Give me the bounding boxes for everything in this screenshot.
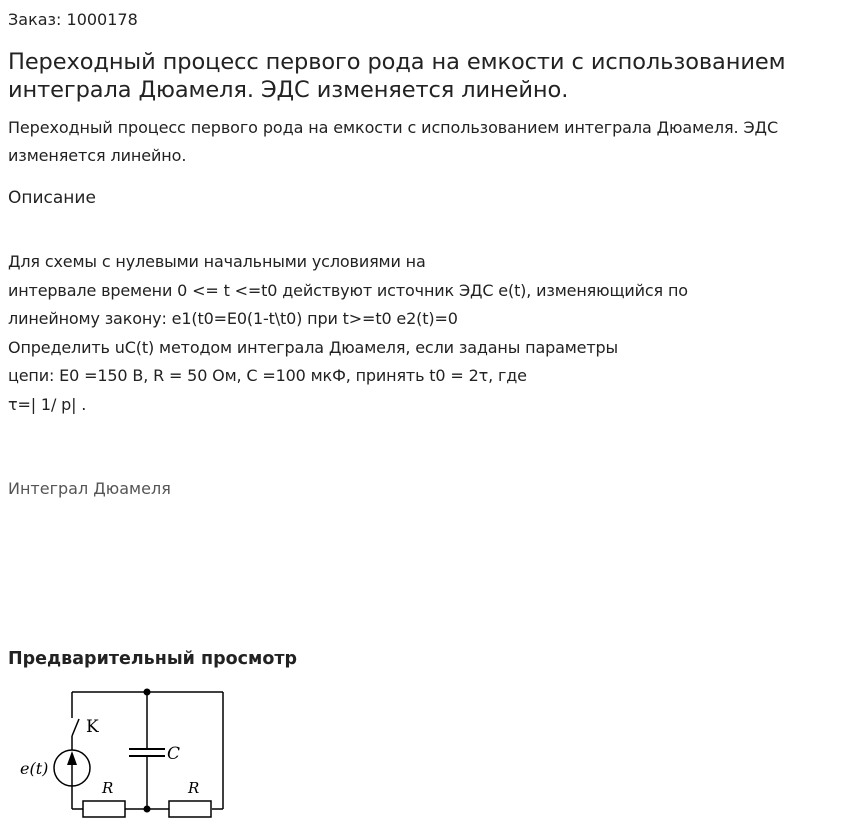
resistor-right — [169, 801, 211, 817]
resistor-right-label: R — [188, 779, 200, 797]
circuit-diagram — [0, 680, 240, 820]
description-line: Определить uC(t) методом интеграла Дюамеля, если заданы параметры — [8, 337, 619, 357]
description-line: линейному закону: e1(t0=E0(1-t\t0) при t>=t0 e2(t)=0 — [8, 309, 458, 328]
order-number: Заказ: 1000178 — [8, 10, 138, 29]
description-line: цепи: E0 =150 В, R = 50 Ом, C =100 мкФ, принять t0 = 2τ, где — [8, 366, 527, 385]
page-title: Переходный процесс первого рода на емкости с использованием интеграла Дюамеля. ЭДС изменяется линейно. — [8, 49, 786, 103]
tag-link[interactable]: Интеграл Дюамеля — [8, 479, 171, 498]
capacitor-label: C — [167, 744, 181, 764]
description-line: интервале времени 0 <= t <=t0 действуют источник ЭДС e(t), изменяющийся по — [8, 280, 688, 300]
node-bottom — [144, 806, 151, 813]
switch-blade — [72, 719, 79, 736]
description-line: τ=| 1/ p| . — [8, 394, 87, 414]
node-top — [144, 689, 151, 696]
switch-label: K — [86, 717, 99, 737]
page-subtitle: Переходный процесс первого рода на емкости с использованием интеграла Дюамеля. ЭДС изменяется линейно. — [8, 118, 779, 165]
resistor-left-label: R — [102, 779, 114, 797]
resistor-left — [83, 801, 125, 817]
description-heading: Описание — [8, 188, 96, 208]
source-arrow-head — [67, 751, 77, 765]
description-text — [8, 248, 838, 419]
description-line: Для схемы с нулевыми начальными условиями на — [8, 252, 426, 271]
preview-heading: Предварительный просмотр — [8, 649, 298, 669]
source-label: e(t) — [20, 759, 49, 778]
